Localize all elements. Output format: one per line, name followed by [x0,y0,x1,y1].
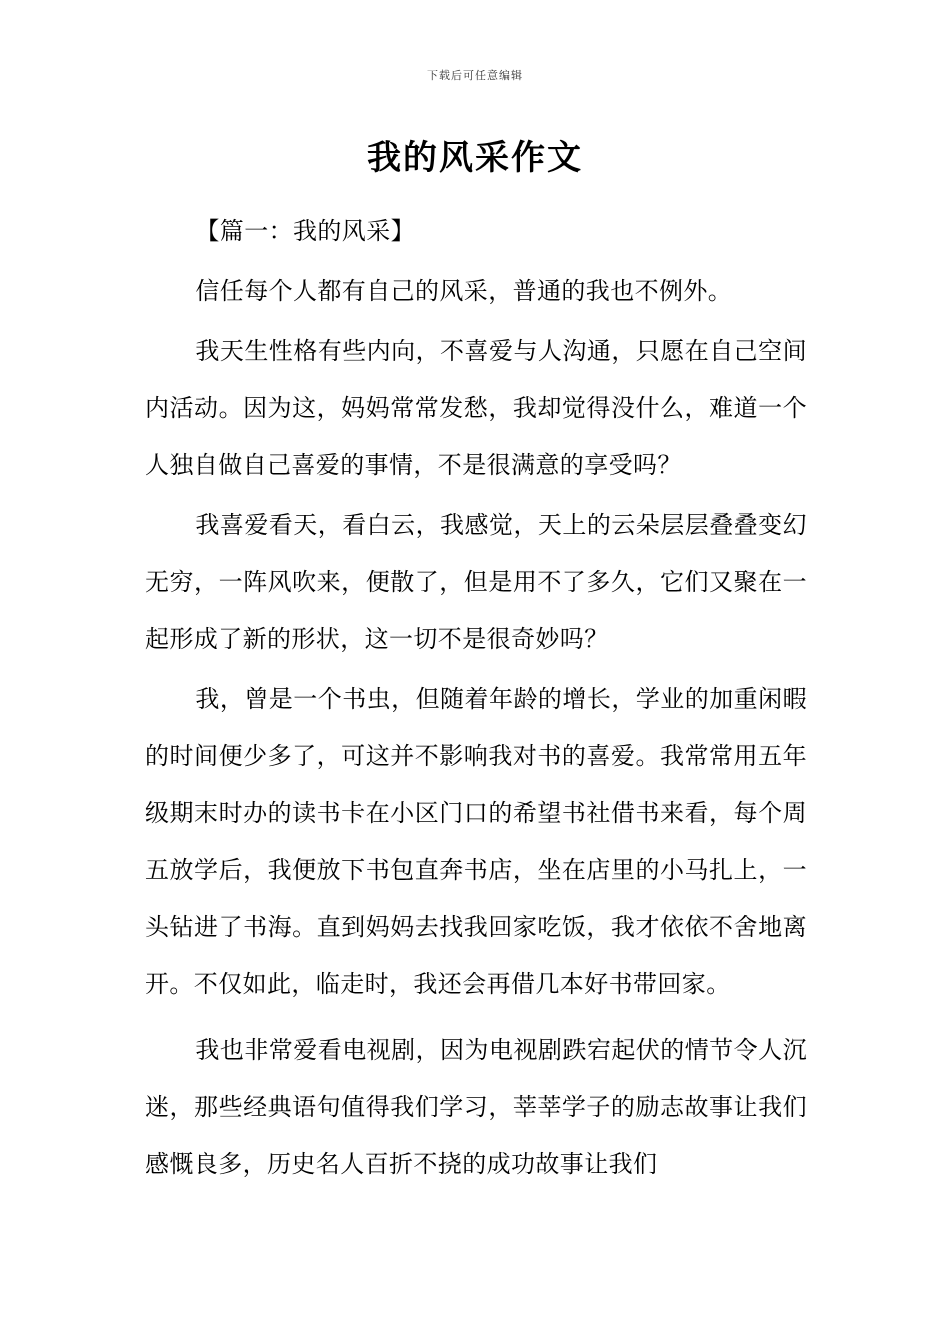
paragraph: 我也非常爱看电视剧，因为电视剧跌宕起伏的情节令人沉迷，那些经典语句值得我们学习，莘莘学子的励志故事让我们感慨良多，历史名人百折不挠的成功故事让我们 [145,1036,807,1178]
section-heading: 【篇一：我的风采】 [195,217,415,245]
paragraph: 我，曾是一个书虫，但随着年龄的增长，学业的加重闲暇的时间便少多了，可这并不影响我对书的喜爱。我常常用五年级期末时办的读书卡在小区门口的希望书社借书来看，每个周五放学后，我便放下书包直奔书店，坐在店里的小马扎上，一头钻进了书海。直到妈妈去找我回家吃饭，我才依依不舍地离开。不仅如此，临走时，我还会再借几本好书带回家。 [145,685,807,998]
header-note: 下载后可任意编辑 [427,69,523,82]
document-body [145,203,807,1193]
paragraph: 我天生性格有些内向，不喜爱与人沟通，只愿在自己空间内活动。因为这，妈妈常常发愁，我却觉得没什么，难道一个人独自做自己喜爱的事情，不是很满意的享受吗？ [145,337,807,479]
document-title: 我的风采作文 [367,138,583,178]
paragraph: 我喜爱看天，看白云，我感觉，天上的云朵层层叠叠变幻无穷，一阵风吹来，便散了，但是用不了多久，它们又聚在一起形成了新的形状，这一切不是很奇妙吗？ [145,511,807,653]
paragraph: 信任每个人都有自己的风采，普通的我也不例外。 [195,277,733,305]
